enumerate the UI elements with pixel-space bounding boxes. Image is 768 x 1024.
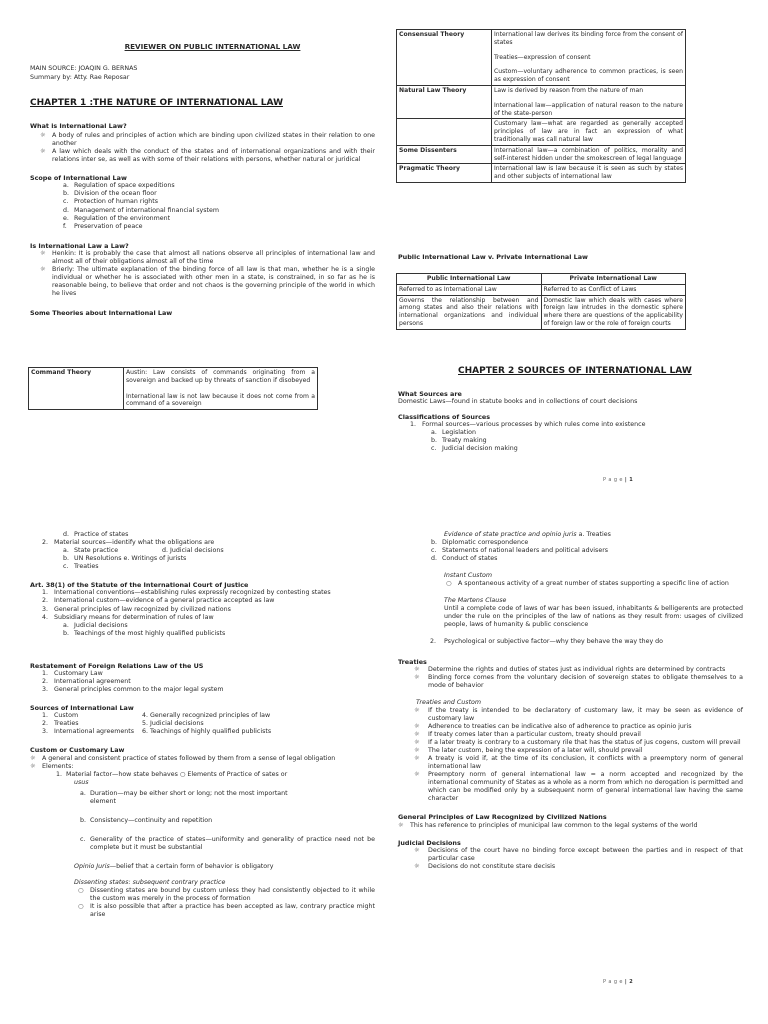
- list-item: 1. Material factor—how state behaves ○ Elements of Practice of sates or: [56, 770, 288, 778]
- usus-label: usus: [74, 778, 89, 786]
- bullet-icon: ☼: [414, 747, 420, 755]
- list-text: Subsidiary means for determination of rules of law: [54, 613, 214, 621]
- bullet-text: Determine the rights and duties of states just as individual rights are determined by contracts: [428, 665, 726, 673]
- bullet-text: If a later treaty is contrary to a customary rile that has the status of jus cogens, custom will prevail: [428, 739, 741, 747]
- list-item: [30, 223, 375, 231]
- dissenting-heading: Dissenting states: subsequent contrary practice: [74, 879, 226, 887]
- bullet-item: [398, 666, 743, 674]
- pil-vs-pvt-heading: Public International Law v. Private International Law: [398, 253, 588, 261]
- bullet-text: A treaty is void if, at the time of its conclusion, it conflicts with a preemptory norm of general international law: [428, 755, 743, 771]
- list-text: International agreements: [54, 728, 134, 736]
- list-marker: c.: [63, 198, 69, 206]
- list-item: [30, 215, 375, 223]
- list-item: [30, 589, 375, 597]
- list-text: International conventions—establishing rules expressly recognized by contesting states: [54, 589, 331, 597]
- bullet-icon: ☼: [30, 762, 36, 770]
- theory-description: Austin: Law consists of commands originating from a sovereign and backed up by threats of sanction if disobeyed International law is not law because it does not come from a command of a sovereign: [124, 368, 318, 410]
- formal-list: [398, 429, 743, 453]
- table-cell: Referred to as Conflict of Laws: [541, 284, 686, 295]
- list-item: b. Consistency—continuity and repetition: [80, 816, 213, 824]
- treaties-heading: Treaties: [398, 657, 427, 666]
- sources-heading: Sources of International Law: [30, 704, 134, 713]
- list-text: International custom—evidence of a general practice accepted as law: [54, 597, 275, 605]
- list-text: Customary Law: [54, 669, 103, 677]
- page1-right-lower: [398, 366, 743, 453]
- chapter2-heading: CHAPTER 2 SOURCES OF INTERNATIONAL LAW: [458, 366, 692, 376]
- bullet-item: [398, 739, 743, 747]
- list-marker: 3.: [42, 685, 49, 693]
- what-sources-text: Domestic Laws—found in statute books and in collections of court decisions: [398, 397, 638, 405]
- page1-left-column: [30, 42, 375, 317]
- page-number: P a g e | 1: [603, 477, 634, 483]
- list-text: 4. Generally recognized principles of law: [142, 712, 271, 720]
- sources-list: [30, 712, 375, 736]
- theory-name: Command Theory: [29, 368, 124, 410]
- list-text: International agreement: [54, 677, 131, 685]
- bullet-item: [398, 771, 743, 803]
- bullet-text: If the treaty is intended to be declaratory of customary law, it may be seen as evidence of customary law: [428, 706, 743, 722]
- custom-heading: Custom or Customary Law: [30, 746, 125, 755]
- list-item: [30, 712, 375, 720]
- list-marker: a.: [63, 621, 69, 629]
- list-item: a. Duration—may be either short or long; not the most important element: [80, 789, 288, 805]
- list-text: Treaty making: [442, 437, 487, 445]
- bullet-item: [398, 674, 743, 690]
- is-law-heading: Is International Law a Law?: [30, 241, 129, 250]
- evidence-heading: Evidence of state practice and opinio juris a. Treaties: [444, 531, 611, 538]
- list-item: 2. Material sources—identify what the obligations are: [42, 539, 215, 547]
- list-text: Judicial decisions: [74, 621, 128, 629]
- theory-name: Consensual Theory: [397, 30, 492, 86]
- list-marker: a.: [63, 182, 69, 190]
- what-sources-heading: What Sources are: [398, 389, 462, 398]
- list-item: [398, 547, 743, 555]
- list-text: Custom: [54, 712, 79, 720]
- general-principles-heading: General Principles of Law Recognized by Civilized Nations: [398, 813, 607, 822]
- list-text: General principles of law recognized by civilized nations: [54, 605, 231, 613]
- list-marker: 2.: [42, 720, 49, 728]
- command-theory-table: [28, 367, 318, 410]
- table-cell: Governs the relationship between and among states and also their relations with international organizations and individual persons: [397, 295, 542, 329]
- list-text: Conduct of states: [442, 555, 498, 563]
- bullet-item: ☼ Henkin: It is probably the case that almost all nations observe all principles of international law and almost all of their obligations almost all of the time: [40, 249, 375, 265]
- bullet-icon: ☼: [414, 771, 420, 779]
- theory-paragraph: Treaties—expression of consent: [494, 53, 591, 61]
- evidence-list: [398, 539, 743, 563]
- bullet-item: [398, 707, 743, 723]
- treaties-custom-list: [398, 707, 743, 804]
- list-item: [30, 190, 375, 198]
- list-text: Treaties: [54, 720, 79, 728]
- list-item: ○ A spontaneous activity of a great number of states supporting a specific line of action: [446, 580, 729, 588]
- list-marker: 1.: [42, 669, 49, 677]
- theory-description: [492, 164, 686, 183]
- list-text: Management of international financial system: [74, 206, 220, 214]
- bullet-icon: ☼: [40, 265, 46, 273]
- document-title: REVIEWER ON PUBLIC INTERNATIONAL LAW: [124, 42, 301, 51]
- list-item: [30, 182, 375, 190]
- bullet-icon: ☼: [414, 731, 420, 739]
- main-source: MAIN SOURCE: JOAQIN G. BERNAS: [30, 65, 138, 73]
- list-marker: a.: [431, 428, 437, 436]
- list-item: [30, 630, 375, 638]
- page2-right-column: [398, 531, 743, 871]
- bullet-icon: ☼: [414, 739, 420, 747]
- list-item: [30, 678, 375, 686]
- bullet-text: Binding force comes from the voluntary decision of sovereign states to obligate themselves to a mode of behavior: [428, 673, 743, 689]
- art38-sub-list: [30, 622, 375, 638]
- list-marker: 1.: [42, 589, 49, 597]
- list-item: b. UN Resolutions e. Writings of jurists: [63, 555, 187, 563]
- bullet-icon: ☼: [40, 132, 46, 140]
- list-item: ○ It is also possible that after a practice has been accepted as law, contrary practice might arise: [78, 903, 375, 919]
- theory-paragraph: International law—a combination of politics, morality and self-interest hidden under the smokescreen of legal language: [494, 146, 683, 162]
- theory-paragraph: International law—application of natural reason to the nature of the state-person: [494, 101, 683, 117]
- scope-heading: Scope of International Law: [30, 174, 127, 183]
- bullet-item: ☼ A body of rules and principles of action which are binding upon civilized states in their relation to one another: [40, 132, 375, 148]
- bullet-item: [398, 731, 743, 739]
- what-is-heading: What is International Law?: [30, 121, 127, 130]
- pil-comparison-table: [396, 273, 686, 330]
- theory-name: Natural Law Theory: [397, 85, 492, 118]
- bullet-item: [398, 863, 743, 871]
- list-marker: b.: [63, 629, 69, 637]
- list-marker: c.: [431, 547, 437, 555]
- list-item: [398, 429, 743, 437]
- theory-name: Pragmatic Theory: [397, 164, 492, 183]
- list-item: d. Practice of states: [63, 531, 129, 538]
- list-text: General principles common to the major legal system: [54, 685, 224, 693]
- list-item: [398, 539, 743, 547]
- list-marker: 3.: [42, 605, 49, 613]
- restatement-list: [30, 670, 375, 694]
- theory-paragraph: Customary law—what are regarded as generally accepted principles of law are in fact an expression of what traditionally was call natural law: [494, 120, 683, 143]
- table-row: [397, 145, 686, 164]
- theory-paragraph: International law derives its binding force from the consent of states: [494, 31, 683, 46]
- judicial-heading: Judicial Decisions: [398, 838, 461, 847]
- page-number: P a g e | 2: [603, 979, 634, 985]
- list-text: 6. Teachings of highly qualified publicists: [142, 728, 272, 736]
- theory-paragraph: Custom—voluntary adherence to common practices, is seen as expression of consent: [494, 68, 683, 84]
- bullet-item: [398, 755, 743, 771]
- theory-description: [492, 85, 686, 118]
- theory-description: [492, 30, 686, 86]
- list-item: [30, 198, 375, 206]
- list-item: 2. Psychological or subjective factor—why they behave the way they do: [430, 638, 664, 646]
- bullet-item: ☼ A general and consistent practice of states followed by them from a sense of legal obligation: [30, 754, 336, 762]
- list-item: c. Generality of the practice of states—uniformity and generality of practice need not be complete but it must be substantial: [80, 835, 375, 851]
- theory-name: Some Dissenters: [397, 145, 492, 164]
- theories-heading: Some Theories about International Law: [30, 309, 173, 318]
- bullet-icon: ☼: [414, 722, 420, 730]
- martens-heading: The Martens Clause: [444, 597, 507, 605]
- list-text: Regulation of space expeditions: [74, 182, 175, 190]
- list-text: Statements of national leaders and political advisers: [442, 547, 609, 555]
- list-item: 1. Formal sources—various processes by which rules come into existence: [410, 420, 646, 428]
- table-row: [397, 119, 686, 145]
- opinio-juris: Opinio Juris—belief that a certain form of behavior is obligatory: [74, 862, 274, 870]
- list-marker: 2.: [42, 677, 49, 685]
- bullet-text: Decisions do not constitute stare decisis: [428, 862, 556, 870]
- scope-list: [30, 182, 375, 230]
- bullet-icon: ☼: [414, 665, 420, 673]
- list-text: Teachings of the most highly qualified publicists: [74, 629, 226, 637]
- list-marker: c.: [431, 445, 437, 453]
- list-item: [30, 614, 375, 622]
- list-marker: b.: [431, 539, 437, 547]
- bullet-item: [398, 847, 743, 863]
- bullet-icon: ☼: [30, 754, 36, 762]
- table-cell: Referred to as International Law: [397, 284, 542, 295]
- list-marker: 1.: [42, 712, 49, 720]
- bullet-item: [398, 747, 743, 755]
- page1-right-column: [398, 253, 743, 261]
- theory-description: [492, 119, 686, 145]
- bullet-icon: ☼: [414, 862, 420, 870]
- instant-custom-heading: Instant Custom: [444, 572, 493, 580]
- theory-paragraph: International law is law because it is seen as such by states and other subjects of international law: [494, 165, 683, 181]
- classifications-heading: Classifications of Sources: [398, 412, 491, 421]
- table-row: [397, 85, 686, 118]
- bullet-icon: ☼: [414, 673, 420, 681]
- list-marker: 4.: [42, 613, 49, 621]
- bullet-icon: ☼: [40, 249, 46, 257]
- treaties-list: [398, 666, 743, 690]
- list-item: [30, 686, 375, 694]
- list-item: [30, 606, 375, 614]
- list-text: Division of the ocean floor: [74, 190, 157, 198]
- chapter1-heading: CHAPTER 1 :THE NATURE OF INTERNATIONAL LAW: [30, 98, 284, 109]
- column-header: Private International Law: [541, 274, 686, 285]
- bullet-icon: ☼: [40, 148, 46, 156]
- list-item: [398, 555, 743, 563]
- column-header: Public International Law: [397, 274, 542, 285]
- list-marker: d.: [63, 206, 69, 214]
- list-marker: d.: [431, 555, 437, 563]
- list-marker: 2.: [42, 597, 49, 605]
- list-text: Protection of human rights: [74, 198, 158, 206]
- list-item: [30, 728, 375, 736]
- list-marker: b.: [431, 437, 437, 445]
- bullet-icon: ☼: [398, 821, 404, 829]
- bullet-text: Decisions of the court have no binding force except between the parties and in respect of that particular case: [428, 846, 743, 862]
- list-marker: b.: [63, 190, 69, 198]
- list-text: Judicial decision making: [442, 445, 518, 453]
- summary-by: Summary by: Atty. Rae Reposar: [30, 74, 130, 82]
- list-item: ○ Dissenting states are bound by custom unless they had consistently objected to it while the custom was merely in the process of formation: [78, 887, 375, 903]
- list-item: [398, 445, 743, 453]
- table-row: [397, 30, 686, 86]
- list-item: [30, 670, 375, 678]
- bullet-text: If treaty comes later than a particular custom, treaty should prevail: [428, 731, 641, 739]
- bullet-item: ☼ Brierly: The ultimate explanation of the binding force of all law is that man, whether he is a single individual or whether he is associated with other men in a state, is constrained, in so far as he is reasonable being, to believe that order and not chaos is the governing principle of the world in which he lives: [40, 265, 375, 298]
- list-item: [398, 437, 743, 445]
- theory-name: [397, 119, 492, 145]
- bullet-item: ☼ Elements:: [30, 762, 74, 770]
- bullet-text: Adherence to treaties can be indicative also of adherence to practice as opinio juris: [428, 722, 692, 730]
- theory-paragraph: Law is derived by reason from the nature of man: [494, 86, 644, 94]
- bullet-icon: ☼: [414, 706, 420, 714]
- list-marker: f.: [63, 222, 67, 230]
- martens-text: Until a complete code of laws of war has been issued, inhabitants & belligerents are protected under the rule on the principles of the law of nations as they result from: usages of civilized people, laws of humanity & public conscience: [444, 605, 743, 629]
- list-item: [30, 622, 375, 630]
- treaties-custom-heading: Treaties and Custom: [416, 698, 482, 706]
- restatement-heading: Restatement of Foreign Relations Law of the US: [30, 661, 204, 670]
- table-cell: Domestic law which deals with cases where foreign law intrudes in the domestic sphere where there are questions of the applicability of foreign law or the role of foreign courts: [541, 295, 686, 329]
- list-text: 5. Judicial decisions: [142, 720, 204, 728]
- list-item: [30, 720, 375, 728]
- bullet-text: Preemptory norm of general international law = a norm accepted and recognized by the international community of States as a whole as a norm from which no derogation is permitted and which can be modified only by a subsequent norm of general international law having the same character: [428, 771, 743, 803]
- list-text: Legislation: [442, 428, 476, 436]
- list-item: c. Treaties: [63, 563, 99, 571]
- judicial-list: [398, 847, 743, 871]
- bullet-text: The later custom, being the expression of a later will, should prevail: [428, 747, 643, 755]
- table-row: [397, 164, 686, 183]
- art38-list: [30, 589, 375, 621]
- bullet-item: ☼ This has reference to principles of municipal law common to the legal systems of the world: [398, 821, 698, 829]
- theory-description: [492, 145, 686, 164]
- list-text: Regulation of the environment: [74, 214, 171, 222]
- list-item: a. State practice d. Judicial decisions: [63, 547, 224, 555]
- list-marker: e.: [63, 214, 69, 222]
- bullet-icon: ☼: [414, 755, 420, 763]
- art38-heading: Art. 38(1) of the Statute of the International Court of Justice: [30, 581, 249, 590]
- list-text: Preservation of peace: [74, 222, 143, 230]
- list-item: [30, 597, 375, 605]
- bullet-icon: ☼: [414, 846, 420, 854]
- theory-table: [396, 29, 686, 183]
- bullet-item: [398, 723, 743, 731]
- list-marker: 3.: [42, 728, 49, 736]
- list-item: [30, 207, 375, 215]
- bullet-item: ☼ A law which deals with the conduct of the states and of international organizations and with their relations inter se, as well as with some of their relations with persons, whether natural or juridical: [40, 148, 375, 164]
- page2-left-column: [30, 531, 375, 919]
- list-text: Diplomatic correspondence: [442, 539, 529, 547]
